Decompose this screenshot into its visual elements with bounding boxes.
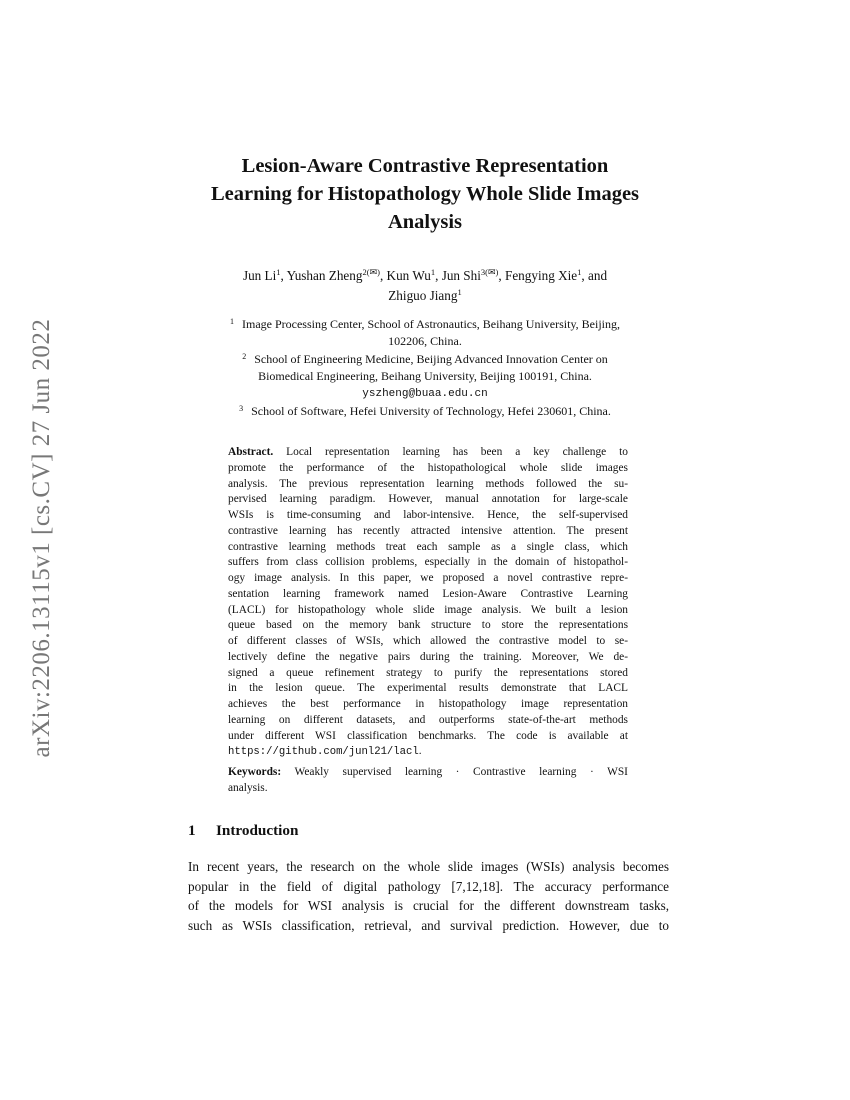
section-number: 1 [188,822,196,839]
abstract-line: suffers from class collision problems, especially in the domain of histopathol- [228,556,628,569]
title-line: Learning for Histopathology Whole Slide Images [210,183,640,205]
body-line: In recent years, the research on the whole slide images (WSIs) analysis becomes [188,859,669,874]
author-affiliation-mark: 3(✉) [480,267,499,277]
body-line: popular in the field of digital pathology [7,12,18]. The accuracy performance [188,878,669,894]
abstract-line: promote the performance of the histopathological whole slide images [228,461,628,474]
author-affiliation-mark: 1 [276,267,281,277]
author-affiliation-mark: 2(✉) [362,267,380,277]
abstract-line: analysis. The previous representation learning methods followed the su- [228,477,628,490]
abstract-line: lectively define the negative pairs during the training. Moreover, We de- [228,650,628,663]
title-line: Lesion-Aware Contrastive Representation [241,155,609,177]
keywords-line: analysis. [228,781,268,794]
keywords-label: Keywords: [228,766,282,778]
section-title: Introduction [216,822,299,839]
body-line: such as WSIs classification, retrieval, and survival prediction. However, due to [188,917,669,933]
affiliation-number: 2 [242,351,247,361]
abstract-line: in the lesion queue. The experimental results demonstrate that LACL [228,682,628,695]
abstract-line: contrastive learning has recently attracted intensive attention. The present [228,524,628,537]
title-line: Analysis [387,211,463,233]
abstract-line: sentation learning framework named Lesion-Aware Contrastive Learning [228,587,628,600]
author-list: Jun Li$^1$, Yushan Zheng$^{2(✉)}$, Kun Wu$^1$, Jun Shi$^{3(✉)}$, Fengying Xie$^1$, and Zhiguo Jiang$^1$ [242,267,608,303]
paper-title [150,152,700,236]
author-name: Yushan Zheng [286,268,363,283]
section-heading [188,822,298,840]
abstract-line: https://github.com/junl21/lacl. [228,745,422,759]
body-line: of the models for WSI analysis is crucial for the different downstream tasks, [188,898,669,913]
affiliation-line: $^1$ Image Processing Center, School of Astronautics, Beihang University, Beijing, [229,317,620,331]
affiliation-number: 3 [239,404,244,414]
author-affiliation-mark: 1 [457,287,462,297]
author-name: Zhiguo Jiang [388,288,458,303]
abstract-line: pervised learning paradigm. However, manual annotation for large-scale [228,493,628,506]
email-link[interactable]: yszheng@buaa.edu.cn [362,387,488,400]
abstract-line: contrastive learning methods treat each sample as a single class, which [228,540,628,553]
author-name: Fengying Xie [504,268,578,283]
author-name: Jun Li [242,268,277,283]
abstract-line: achieves the best performance in histopathology image representation [228,698,628,710]
author-affiliation-mark: 1 [577,267,582,277]
author-name: Kun Wu [386,268,431,283]
affiliation-number: 1 [229,317,234,326]
keywords [228,765,628,797]
abstract-line: Abstract. Local representation learning has been a key challenge to [228,446,628,458]
abstract-line: signed a queue refinement strategy to purify the representations stored [228,666,628,679]
abstract-line: WSIs is time-consuming and labor-intensive. Hence, the self-supervised [228,509,628,521]
affiliation-line: $^3$ School of Software, Hefei University of Technology, Hefei 230601, China. [239,404,611,419]
arxiv-identifier: arXiv:2206.13115v1 [cs.CV] 27 Jun 2022 [28,318,55,758]
code-url-link[interactable]: https://github.com/junl21/lacl [228,746,419,759]
abstract-line: of different classes of WSIs, which allowed the contrastive model to se- [228,635,628,647]
envelope-icon: ✉ [369,267,378,277]
affiliation-line: Biomedical Engineering, Beihang University, Beijing 100191, China. [258,369,592,384]
author-name: Jun Shi [441,268,481,283]
abstract-line: learning on different datasets, and outperforms state-of-the-art methods [228,713,628,726]
affiliation-line: 102206, China. [388,334,462,349]
envelope-icon: ✉ [488,267,496,277]
abstract-line: under different WSI classification benchmarks. The code is available at [228,729,628,742]
author-affiliation-mark: 1 [430,267,436,277]
affiliation-line: $^2$ School of Engineering Medicine, Beijing Advanced Innovation Center on [242,351,608,366]
abstract-line: queue based on the memory bank structure to store the representations [228,619,628,632]
abstract-line: (LACL) for histopathology whole slide image analysis. We built a lesion [228,603,628,616]
author-conjunction: and [588,268,608,283]
abstract [228,445,628,761]
keywords-line: Keywords: Weakly supervised learning · Contrastive learning · WSI [228,766,628,778]
introduction-text [188,857,669,935]
abstract-line: ogy image analysis. In this paper, we proposed a novel contrastive repre- [228,572,628,584]
affiliations [185,316,665,420]
abstract-label: Abstract. [228,446,274,458]
